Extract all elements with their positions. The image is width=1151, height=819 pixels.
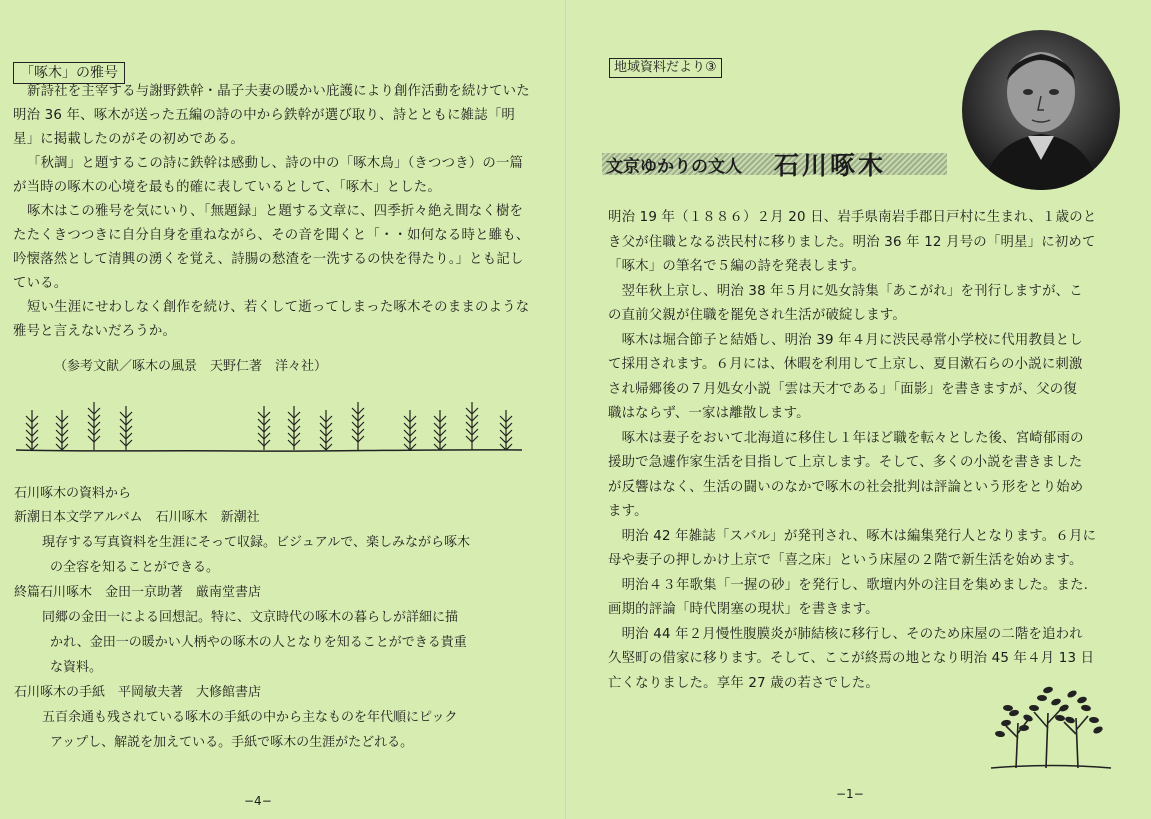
leaf (1001, 719, 1012, 727)
left-page (0, 0, 566, 819)
tree-row-illustration (14, 392, 524, 467)
biography-body (608, 206, 1138, 696)
biography-line: 明治 19 年（１８８６）２月 20 日、岩手県南岩手郡日戸村に生まれ、１歳のと (608, 210, 1097, 225)
leaf (1081, 704, 1092, 712)
resources-list (14, 505, 544, 755)
leaf (995, 730, 1006, 737)
biography-line: の直前父親が住職を罷免され生活が破綻します。 (608, 308, 906, 323)
biography-line: が反響はなく、生活の闘いのなかで啄木の社会批判は評論という形をとり始め (608, 479, 1084, 495)
biography-line: 明治 44 年２月慢性腹膜炎が肺結核に移行し、そのため床屋の二階を追われ (608, 626, 1083, 642)
resource-desc-1-line-1: 現存する写真資料を生涯にそって収録。ビジュアルで、楽しみながら啄木 (42, 535, 470, 550)
series-label: 地域資料だより③ (609, 58, 722, 78)
essay-body (13, 80, 533, 344)
biography-line: き父が住職となる渋民村に移りました。明治 36 年 12 月号の「明星」に初めて (608, 234, 1096, 250)
biography-line: 久堅町の借家に移ります。そして、ここが終焉の地となり明治 45 年４月 13 日 (608, 651, 1095, 666)
resource-desc-2-line-3: な資料。 (50, 660, 103, 675)
biography-line: て採用されます。６月には、休暇を利用して上京し、夏目漱石らの小説に刺激 (608, 357, 1083, 372)
essay-paragraph-3: 啄木はこの雅号を気にいり、「無題録」と題する文章に、四季折々絶え間なく樹をたたくきつつきに自分自身を重ねながら、その音を聞くと「・・如何なる時と雖も、吟懐落然として清興の湧くを覚え、詩腸の愁渣を一洗するの快を得たり。」とも記している。 (13, 204, 530, 291)
biography-line: 翌年秋上京し、明治 38 年５月に処女詩集「あこがれ」を刊行しますが、こ (608, 283, 1083, 299)
leaf (1050, 697, 1061, 706)
leaf (1066, 689, 1078, 699)
biography-line: 職はならず、一家は離散します。 (608, 406, 810, 421)
leaf (1055, 714, 1066, 721)
tree-cluster-illustration (986, 668, 1116, 778)
biography-line: 明治４３年歌集「一握の砂」を発行し、歌壇内外の注目を集めました。また. (608, 577, 1089, 593)
resource-title-3: 石川啄木の手紙 平岡敏夫著 大修館書店 (14, 685, 262, 700)
leaf (1042, 686, 1053, 695)
reference-note: （参考文献／啄木の風景 天野仁著 洋々社） (54, 359, 328, 374)
portrait-photo (962, 30, 1120, 190)
resource-desc-3-line-2: アップし、解説を加えている。手紙で啄木の生涯がたどれる。 (50, 735, 414, 750)
essay-paragraph-4: 短い生涯にせわしなく創作を続け、若くして逝ってしまった啄木そのままのような雅号と言えないだろうか。 (13, 300, 530, 339)
resource-desc-2-line-1: 同郷の金田一による回想記。特に、文京時代の啄木の暮らしが詳細に描 (42, 610, 459, 625)
subtitle-small: 文京ゆかりの文人 (606, 157, 742, 177)
resource-title-2: 終篇石川啄木 金田一京助著 厳南堂書店 (14, 585, 262, 600)
resources-heading: 石川啄木の資料から (14, 486, 132, 501)
leaf (1029, 704, 1040, 711)
biography-line: 「啄木」の筆名で５編の詩を発表します。 (608, 259, 866, 274)
leaf (1089, 716, 1100, 723)
resource-desc-2-line-2: かれ、金田一の暖かい人柄やの啄木の人となりを知ることができる貴重 (50, 635, 467, 650)
essay-paragraph-1: 新詩社を主宰する与謝野鉄幹・晶子夫妻の暖かい庇護により創作活動を続けていた明治 36 年、啄木が送った五編の詩の中から鉄幹が選び取り、詩とともに雑誌「明星」に掲載したのがその初めである。 (13, 84, 530, 147)
page-number-right: −1− (836, 787, 864, 801)
resource-desc-1-line-2: の全容を知ることができる。 (50, 560, 220, 575)
leaf (1022, 713, 1034, 723)
biography-line: ます。 (608, 504, 648, 519)
leaf (1092, 725, 1104, 735)
biography-line: 啄木は堀合節子と結婚し、明治 39 年４月に渋民尋常小学校に代用教員とし (608, 332, 1083, 348)
biography-line: 画期的評論「時代閉塞の現状」を書きます。 (608, 602, 879, 617)
essay-paragraph-2: 「秋調」と題するこの詩に鉄幹は感動し、詩の中の「啄木鳥」（きつつき）の一篇が当時の啄木の心境を最も的確に表しているとして、「啄木」とした。 (13, 156, 524, 195)
resource-title-1: 新潮日本文学アルバム 石川啄木 新潮社 (14, 510, 260, 525)
leaf (1076, 696, 1087, 705)
biography-line: 援助で急遽作家生活を目指して上京します。そして、多くの小説を書きました (608, 455, 1083, 470)
right-page (566, 0, 1151, 819)
biography-line: 明治 42 年雑誌「スバル」が発刊され、啄木は編集発行人となります。６月に (608, 528, 1097, 544)
article-subtitle (602, 148, 952, 178)
leaf (1037, 695, 1047, 701)
subtitle-name: 石川啄木 (774, 151, 887, 180)
biography-line: 啄木は妻子をおいて北海道に移住し１年ほど職を転々とした後、宮崎郁雨の (608, 430, 1084, 446)
resource-desc-3-line-1: 五百余通も残されている啄木の手紙の中から主なものを年代順にピック (42, 710, 458, 725)
portrait-figure-icon (962, 30, 1120, 190)
page-number-left: −4− (244, 794, 272, 808)
section-title: 「啄木」の雅号 (13, 62, 125, 84)
biography-line: 母や妻子の押しかけ上京で「喜之床」という床屋の２階で新生活を始めます。 (608, 553, 1083, 568)
leaf (1003, 705, 1013, 712)
biography-line: 亡くなりました。享年 27 歳の若さでした。 (608, 675, 879, 691)
biography-line: され帰郷後の７月処女小説「雲は天才である」「面影」を書きますが、父の復 (608, 381, 1077, 397)
